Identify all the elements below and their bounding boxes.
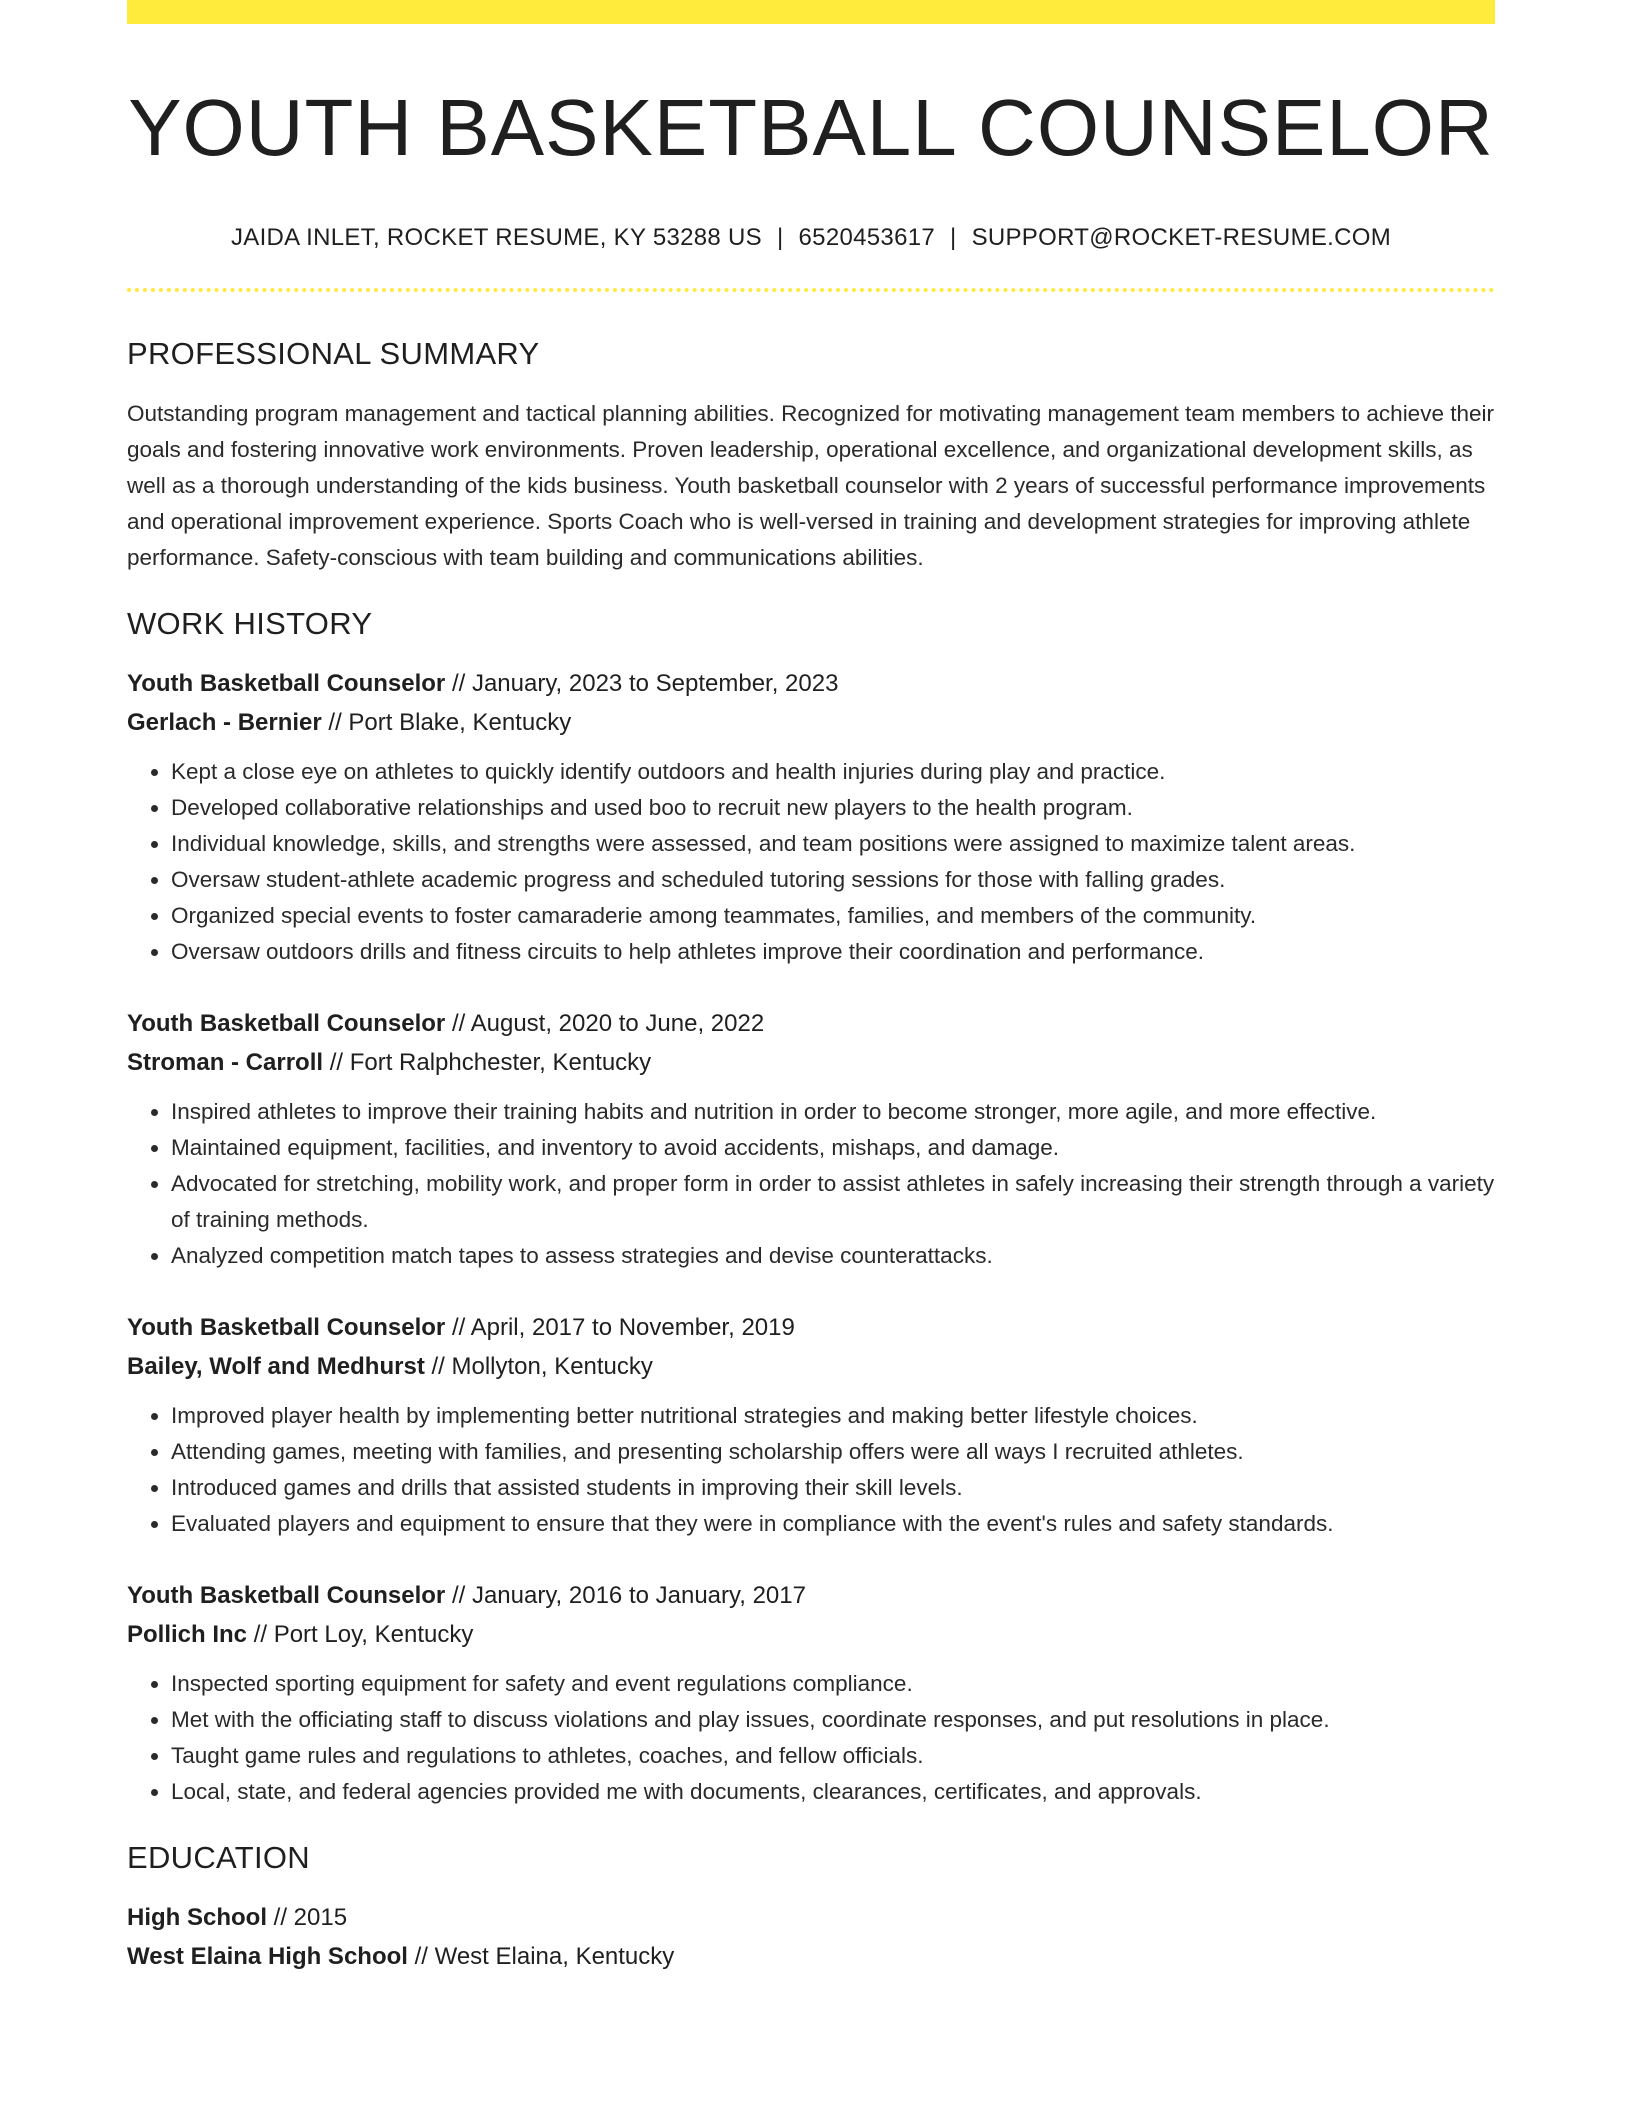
work-history-heading: WORK HISTORY — [127, 606, 373, 641]
contact-separator: | — [950, 224, 957, 251]
job-dates: // August, 2020 to June, 2022 — [445, 1010, 765, 1037]
job-bullet: • Introduced games and drills that assisted students in improving their skill levels. — [171, 1470, 1495, 1506]
job-bullet: • Individual knowledge, skills, and strengths were assessed, and team positions were assigned to maximize talent areas. — [171, 826, 1495, 862]
education-entry — [127, 1898, 1495, 1976]
job-bullet-list — [127, 1398, 1495, 1542]
contact-email: SUPPORT@ROCKET-RESUME.COM — [971, 224, 1392, 251]
job-bullet: • Local, state, and federal agencies provided me with documents, clearances, certificates, and approvals. — [171, 1774, 1495, 1810]
dotted-divider — [127, 288, 1495, 292]
job-bullet: • Organized special events to foster camaraderie among teammates, families, and members of the community. — [171, 898, 1495, 934]
work-history-list — [127, 664, 1495, 1810]
education-school: West Elaina High School — [127, 1943, 408, 1970]
job-title: Youth Basketball Counselor — [127, 670, 446, 697]
job-location: // Fort Ralphchester, Kentucky — [323, 1049, 652, 1076]
job-bullet: • Met with the officiating staff to discuss violations and play issues, coordinate responses, and put resolutions in place. — [171, 1702, 1495, 1738]
job-bullet: • Evaluated players and equipment to ensure that they were in compliance with the event's rules and safety standards. — [171, 1506, 1495, 1542]
job-location: // Port Blake, Kentucky — [321, 709, 572, 736]
education-heading: EDUCATION — [127, 1840, 310, 1875]
job-bullet-list — [127, 1094, 1495, 1274]
contact-phone: 6520453617 — [798, 224, 936, 251]
job-entry — [127, 664, 1495, 970]
job-company-line — [127, 1043, 1495, 1082]
job-bullet: • Inspected sporting equipment for safety and event regulations compliance. — [171, 1666, 1495, 1702]
job-dates: // January, 2016 to January, 2017 — [445, 1582, 806, 1609]
job-title: Youth Basketball Counselor — [127, 1582, 446, 1609]
top-accent-bar — [127, 0, 1495, 24]
summary-text: Outstanding program management and tactical planning abilities. Recognized for motivating management team members to achieve their goals and fostering innovative work environments. Proven leadership, operational excellence, and organizational development skills, as well as a thorough understanding of the kids business. Youth basketball counselor with 2 years of successful performance improvements and operational improvement experience. Sports Coach who is well-versed in training and development strategies for improving athlete performance. Safety-conscious with team building and communications abilities. — [127, 401, 1494, 570]
resume-title: YOUTH BASKETBALL COUNSELOR — [128, 83, 1494, 172]
job-company-line — [127, 1347, 1495, 1386]
education-degree-line — [127, 1898, 1495, 1937]
education-degree: High School — [127, 1904, 267, 1931]
job-bullet: • Taught game rules and regulations to athletes, coaches, and fellow officials. — [171, 1738, 1495, 1774]
job-company: Gerlach - Bernier — [127, 709, 322, 736]
resume-page — [127, 0, 1495, 1976]
job-title: Youth Basketball Counselor — [127, 1010, 446, 1037]
job-title-line — [127, 1308, 1495, 1347]
job-bullet: • Improved player health by implementing better nutritional strategies and making better lifestyle choices. — [171, 1398, 1495, 1434]
job-title-line — [127, 1004, 1495, 1043]
contact-separator: | — [776, 224, 784, 251]
job-bullet: • Oversaw student-athlete academic progress and scheduled tutoring sessions for those with falling grades. — [171, 862, 1495, 898]
job-bullet: • Kept a close eye on athletes to quickly identify outdoors and health injuries during play and practice. — [171, 754, 1495, 790]
job-bullet-list — [127, 754, 1495, 970]
job-company: Stroman - Carroll — [127, 1049, 324, 1076]
job-entry — [127, 1308, 1495, 1542]
job-entry — [127, 1576, 1495, 1810]
job-bullet: • Analyzed competition match tapes to assess strategies and devise counterattacks. — [171, 1238, 1495, 1274]
job-dates: // April, 2017 to November, 2019 — [445, 1314, 795, 1341]
job-title-line — [127, 1576, 1495, 1615]
job-location: // Port Loy, Kentucky — [247, 1621, 474, 1648]
job-company: Pollich Inc — [127, 1621, 248, 1648]
summary-heading: PROFESSIONAL SUMMARY — [127, 336, 540, 371]
job-bullet: • Maintained equipment, facilities, and inventory to avoid accidents, mishaps, and damage. — [171, 1130, 1495, 1166]
contact-address: JAIDA INLET, ROCKET RESUME, KY 53288 US — [230, 224, 762, 251]
job-bullet-list — [127, 1666, 1495, 1810]
job-dates: // January, 2023 to September, 2023 — [445, 670, 839, 697]
contact-line — [127, 224, 1495, 252]
job-location: // Mollyton, Kentucky — [424, 1353, 653, 1380]
job-bullet: • Advocated for stretching, mobility work, and proper form in order to assist athletes in safely increasing their strength through a variety of training methods. — [171, 1166, 1495, 1238]
job-title-line — [127, 664, 1495, 703]
job-company-line — [127, 1615, 1495, 1654]
education-school-line — [127, 1937, 1495, 1976]
education-location: // West Elaina, Kentucky — [407, 1943, 675, 1970]
job-entry — [127, 1004, 1495, 1274]
job-title: Youth Basketball Counselor — [127, 1314, 446, 1341]
education-year: // 2015 — [267, 1904, 348, 1931]
job-bullet: • Developed collaborative relationships and used boo to recruit new players to the health program. — [171, 790, 1495, 826]
job-bullet: • Inspired athletes to improve their training habits and nutrition in order to become stronger, more agile, and more effective. — [171, 1094, 1495, 1130]
job-bullet: • Attending games, meeting with families, and presenting scholarship offers were all ways I recruited athletes. — [171, 1434, 1495, 1470]
job-company: Bailey, Wolf and Medhurst — [127, 1353, 425, 1380]
job-company-line — [127, 703, 1495, 742]
job-bullet: • Oversaw outdoors drills and fitness circuits to help athletes improve their coordination and performance. — [171, 934, 1495, 970]
